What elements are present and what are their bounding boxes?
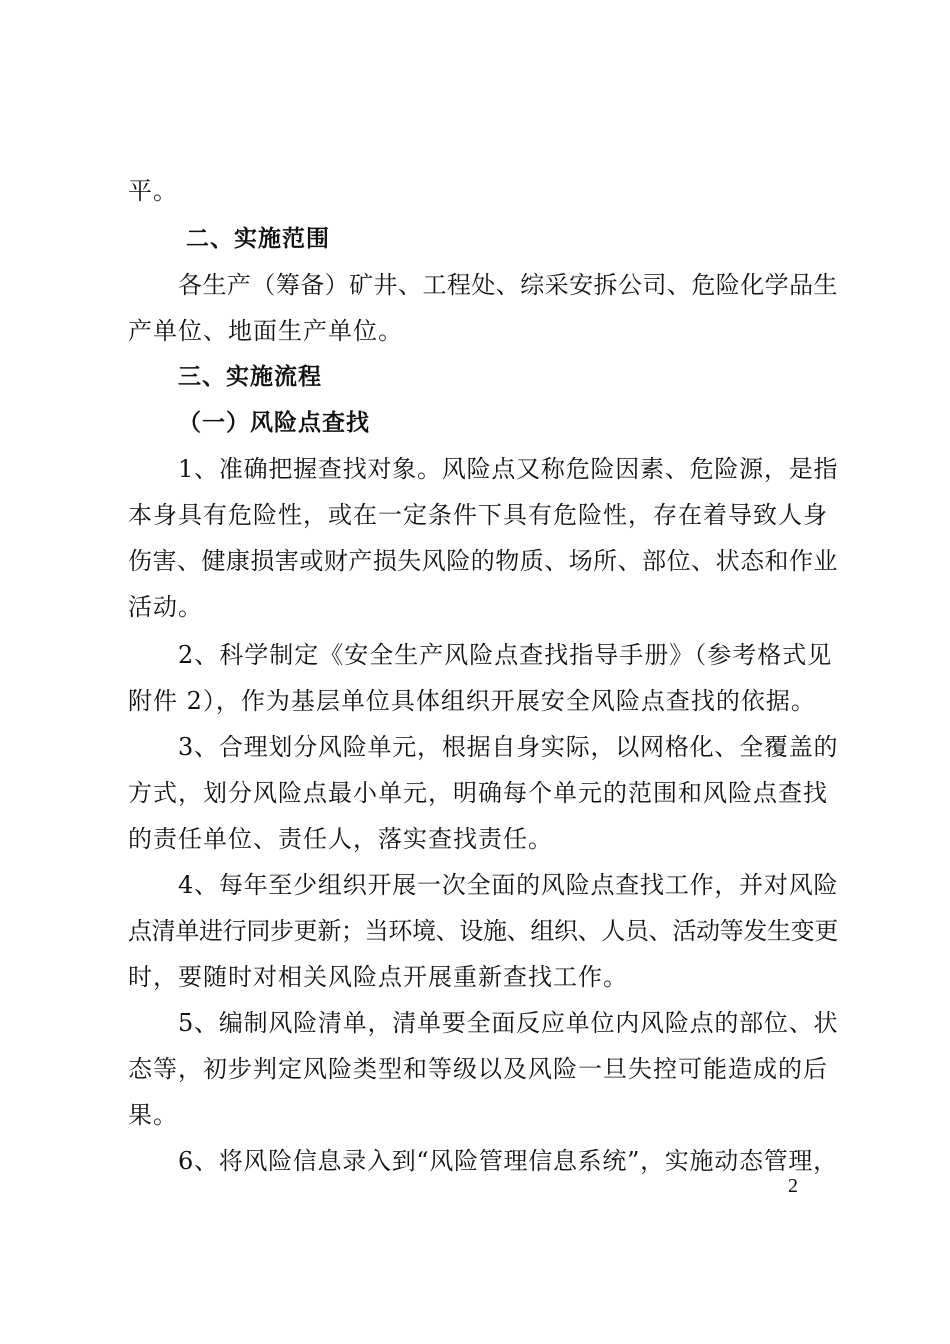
body-text-line: 态等，初步判定风险类型和等级以及风险一旦失控可能造成的后 [128, 1055, 828, 1083]
body-text-line: 时，要随时对相关风险点开展重新查找工作。 [128, 963, 628, 991]
body-text-line: 各生产（筹备）矿井、工程处、综采安拆公司、危险化学品生 [178, 271, 838, 299]
body-text-line: 5、编制风险清单，清单要全面反应单位内风险点的部位、状 [178, 1009, 839, 1037]
body-text-line: 附件 2），作为基层单位具体组织开展安全风险点查找的依据。 [128, 687, 816, 715]
body-text-line: 方式，划分风险点最小单元，明确每个单元的范围和风险点查找 [128, 779, 828, 807]
body-text-line: 产单位、地面生产单位。 [128, 317, 403, 345]
body-text-line: 3、合理划分风险单元，根据自身实际，以网格化、全覆盖的 [178, 733, 839, 761]
section-heading-process: 三、实施流程 [178, 364, 322, 390]
body-text-line: 果。 [128, 1101, 178, 1129]
body-text-line: 本身具有危险性，或在一定条件下具有危险性，存在着导致人身 [128, 501, 828, 529]
body-text-line: 2、科学制定《安全生产风险点查找指导手册》（参考格式见 [178, 641, 833, 669]
body-text-line: 1、准确把握查找对象。风险点又称危险因素、危险源，是指 [178, 455, 839, 483]
body-text-line: 平。 [128, 177, 178, 205]
body-text-line: 伤害、健康损害或财产损失风险的物质、场所、部位、状态和作业 [128, 547, 838, 575]
page-number: 2 [788, 1175, 798, 1197]
body-text-line: 的责任单位、责任人，落实查找责任。 [128, 825, 553, 853]
body-text-line: 6、将风险信息录入到“风险管理信息系统”，实施动态管理， [178, 1147, 838, 1175]
body-text-line: 4、每年至少组织开展一次全面的风险点查找工作，并对风险 [178, 871, 839, 899]
section-heading-scope: 二、实施范围 [186, 226, 330, 252]
subsection-heading-risk-point-search: （一）风险点查找 [178, 410, 370, 436]
body-text-line: 活动。 [128, 593, 203, 621]
body-text-line: 点清单进行同步更新；当环境、设施、组织、人员、活动等发生变更 [128, 917, 838, 945]
